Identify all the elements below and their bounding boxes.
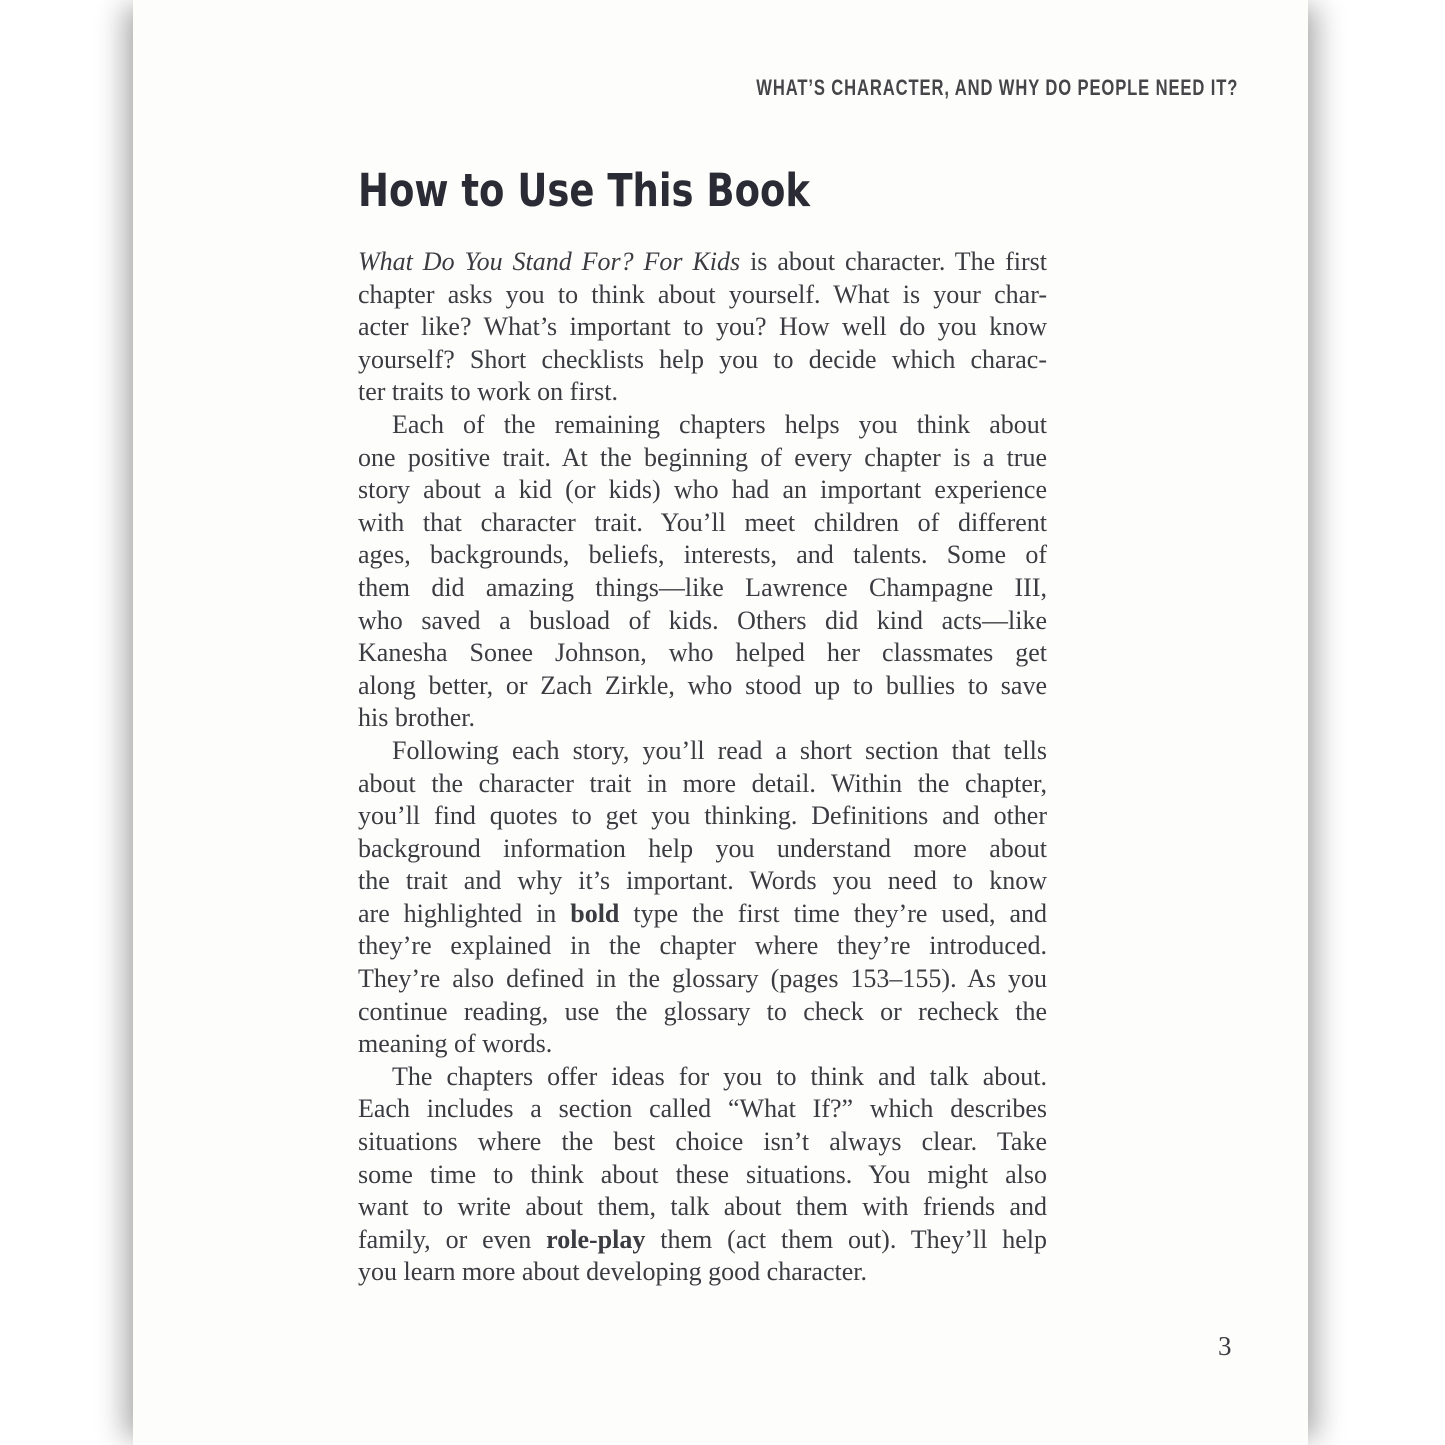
text-line: they’re explained in the chapter where they’re introduced. <box>358 931 1047 961</box>
running-head: WHAT’S CHARACTER, AND WHY DO PEOPLE NEED IT? <box>756 75 1238 100</box>
paragraph <box>358 246 1047 409</box>
text-line: Following each story, you’ll read a short section that tells <box>392 735 1047 765</box>
text-line: want to write about them, talk about them with friends and <box>358 1192 1047 1222</box>
text-line: background information help you understand more about <box>358 833 1047 863</box>
text-line: his brother. <box>358 703 475 733</box>
text-line: chapter asks you to think about yourself. What is your char- <box>358 279 1047 309</box>
paragraph <box>358 1061 1047 1289</box>
text-line: them did amazing things—like Lawrence Champagne III, <box>358 572 1047 602</box>
text-line: you’ll find quotes to get you thinking. Definitions and other <box>358 801 1047 831</box>
text-line: one positive trait. At the beginning of every chapter is a true <box>358 442 1047 472</box>
text-line: with that character trait. You’ll meet children of different <box>358 507 1047 537</box>
page-title: How to Use This Book <box>358 164 810 217</box>
paragraph <box>358 409 1047 735</box>
text-line: Each of the remaining chapters helps you think about <box>392 409 1047 439</box>
text-line: meaning of words. <box>358 1029 553 1059</box>
text-line: along better, or Zach Zirkle, who stood up to bullies to save <box>358 670 1047 700</box>
text-line: some time to think about these situations. You might also <box>358 1159 1047 1189</box>
text-line: about the character trait in more detail. Within the chapter, <box>358 768 1047 798</box>
text-line: continue reading, use the glossary to check or recheck the <box>358 996 1047 1026</box>
body-text <box>358 246 1047 1289</box>
text-line: ter traits to work on first. <box>358 377 618 407</box>
text-line: story about a kid (or kids) who had an important experience <box>358 475 1047 505</box>
book-page <box>133 0 1308 1445</box>
text-line: acter like? What’s important to you? How well do you know <box>358 312 1047 342</box>
page-number: 3 <box>1218 1331 1232 1361</box>
paragraph <box>358 735 1047 1061</box>
text-line: situations where the best choice isn’t always clear. Take <box>358 1127 1047 1157</box>
text-line: you learn more about developing good character. <box>358 1257 867 1287</box>
text-line: the trait and why it’s important. Words you need to know <box>358 866 1047 896</box>
text-line: Kanesha Sonee Johnson, who helped her classmates get <box>358 638 1047 668</box>
text-line: who saved a busload of kids. Others did kind acts—like <box>358 605 1047 635</box>
text-line: They’re also defined in the glossary (pages 153–155). As you <box>358 964 1047 994</box>
text-line: yourself? Short checklists help you to decide which charac- <box>358 344 1047 374</box>
text-line: What Do You Stand For? For Kids is about character. The first <box>358 247 1047 276</box>
text-line: ages, backgrounds, beliefs, interests, and talents. Some of <box>358 540 1047 570</box>
text-line: The chapters offer ideas for you to think and talk about. <box>392 1061 1047 1091</box>
text-line: family, or even role-play them (act them out). They’ll help <box>358 1224 1047 1254</box>
text-line: are highlighted in bold type the first time they’re used, and <box>358 898 1047 928</box>
text-line: Each includes a section called “What If?” which describes <box>358 1094 1047 1124</box>
